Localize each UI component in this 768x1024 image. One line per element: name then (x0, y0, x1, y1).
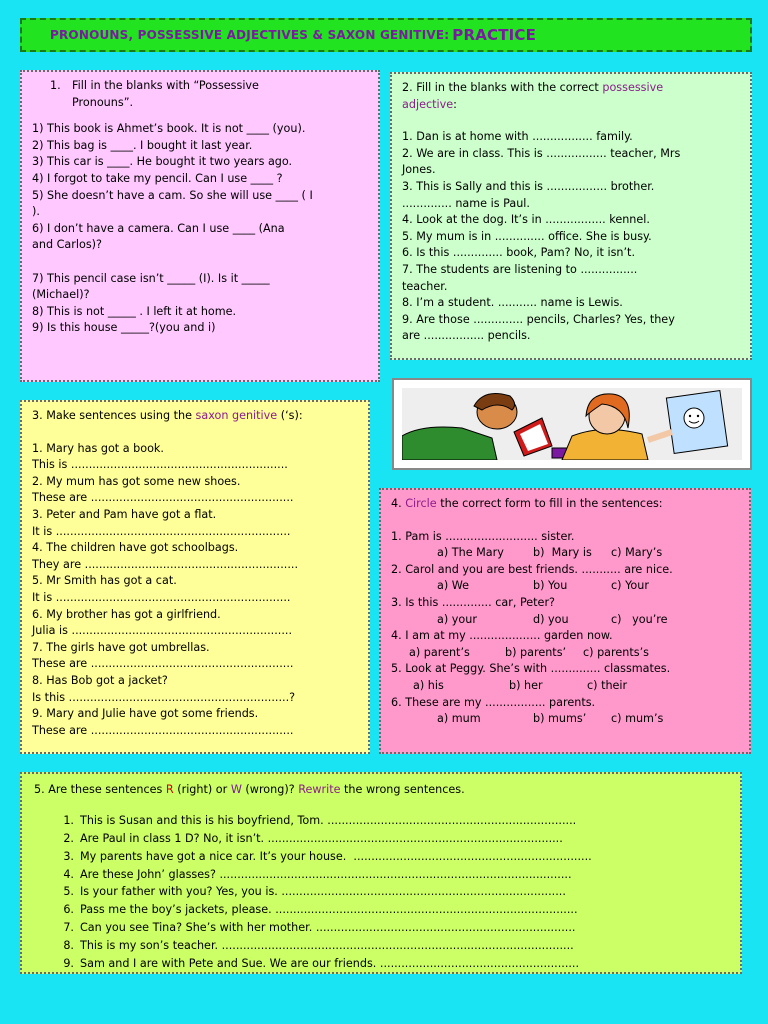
exercise-1-line: 3) This car is ____. He bought it two years ago. (32, 155, 293, 169)
exercise-3-line: These are ......................................................... (32, 723, 294, 737)
exercise-5-item (32, 830, 730, 848)
exercise-4-option[interactable]: c) their (587, 678, 628, 692)
exercise-1-heading: 1. Fill in the blanks with “Possessive Pronouns”. (50, 79, 259, 109)
exercise-4-question: 2. Carol and you are best friends. ........... are nice. (391, 562, 673, 576)
exercise-5-heading: 5. Are these sentences R (right) or W (wrong)? Rewrite the wrong sentences. (34, 783, 465, 796)
exercise-1-line: 8) This is not _____ . I left it at home. (32, 304, 237, 318)
exercise-1-line: 9) Is this house _____?(you and i) (32, 321, 216, 335)
page-title (20, 18, 752, 52)
exercise-5-sentence: My parents have got a nice car. It’s your house. ................................................................... (80, 849, 592, 863)
title-practice: PRACTICE (452, 26, 537, 44)
exercise-4-options (391, 711, 739, 728)
exercise-4-option[interactable]: a) your (437, 612, 477, 626)
exercise-2-panel (390, 72, 752, 360)
exercise-4-options (391, 578, 739, 595)
exercise-1-lines (32, 121, 368, 337)
exercise-3-line: Julia is .............................................................. (32, 624, 292, 638)
exercise-4-option[interactable]: a) his (413, 678, 444, 692)
clipart-frame (392, 378, 752, 470)
exercise-2-line: .............. name is Paul. (402, 196, 530, 210)
exercise-3-line: 6. My brother has got a girlfriend. (32, 607, 221, 621)
exercise-3-line: 1. Mary has got a book. (32, 441, 164, 455)
exercise-4-options (391, 678, 739, 695)
exercise-4-option[interactable]: c) mum’s (611, 712, 664, 726)
exercise-2-line: teacher. (402, 279, 448, 293)
exercise-5-number: 6. (63, 903, 74, 917)
exercise-4-option[interactable]: c) Your (611, 579, 649, 593)
exercise-5-panel (20, 772, 742, 974)
exercise-3-line: This is ............................................................. (32, 458, 288, 472)
exercise-5-number: 1. (63, 814, 74, 828)
exercise-1-line: and Carlos)? (32, 238, 102, 252)
exercise-3-line: Is this ..............................................................? (32, 690, 296, 704)
exercise-5-sentence: This is my son’s teacher. ................................................................................................... (80, 938, 574, 952)
exercise-5-number: 4. (63, 867, 74, 881)
exercise-2-line: 1. Dan is at home with ................. family. (402, 130, 633, 144)
exercise-4-options (391, 612, 739, 629)
exercise-3-line: 4. The children have got schoolbags. (32, 541, 239, 555)
exercise-5-sentence: This is Susan and this is his boyfriend, Tom. ...................................................................... (80, 814, 577, 828)
exercise-5-item (32, 937, 730, 955)
exercise-4-options (391, 545, 739, 562)
exercise-4-question: 6. These are my ................. parents. (391, 695, 596, 709)
exercise-4-option[interactable]: c) Mary’s (611, 546, 663, 560)
exercise-3-line: It is .................................................................. (32, 524, 291, 538)
exercise-4-heading: 4. Circle the correct form to fill in the sentences: (391, 497, 663, 510)
exercise-1-line (32, 254, 368, 271)
exercise-5-sentence: Are Paul in class 1 D? No, it isn’t. ................................................................................... (80, 831, 563, 845)
exercise-3-line: 3. Peter and Pam have got a flat. (32, 507, 217, 521)
exercise-4-option[interactable]: b) her (509, 678, 543, 692)
exercise-5-item (32, 902, 730, 920)
exercise-5-number: 9. (63, 956, 74, 970)
exercise-5-items (32, 813, 730, 973)
exercise-2-line: 8. I’m a student. ........... name is Lewis. (402, 296, 623, 310)
exercise-4-question: 1. Pam is .......................... sister. (391, 529, 575, 543)
exercise-4-option[interactable]: a) mum (437, 712, 481, 726)
exercise-3-line: 2. My mum has got some new shoes. (32, 474, 241, 488)
kids-reading-illustration (402, 388, 742, 460)
exercise-4-option[interactable]: c) parents’s (583, 645, 649, 659)
exercise-4-options (391, 645, 739, 662)
exercise-1-line: 4) I forgot to take my pencil. Can I use ____ ? (32, 171, 283, 185)
exercise-3-line: 8. Has Bob got a jacket? (32, 673, 168, 687)
exercise-4-items (391, 529, 739, 728)
exercise-5-sentence: Sam and I are with Pete and Sue. We are our friends. ........................................................ (80, 956, 580, 970)
exercise-2-lines (402, 129, 740, 345)
exercise-1-line: ). (32, 205, 40, 219)
exercise-5-item (32, 884, 730, 902)
exercise-4-option[interactable]: a) The Mary (437, 546, 504, 560)
clipart-kids-reading (402, 388, 742, 460)
exercise-5-sentence: Are these John’ glasses? ................................................................................................... (80, 867, 572, 881)
exercise-4-option[interactable]: d) you (533, 612, 569, 626)
exercise-1-line: 6) I don’t have a camera. Can I use ____ (Ana (32, 221, 285, 235)
exercise-4-option[interactable]: a) We (437, 579, 470, 593)
exercise-2-heading: 2. Fill in the blanks with the correct possessive adjective: (402, 81, 664, 111)
exercise-2-line: 5. My mum is in .............. office. She is busy. (402, 229, 652, 243)
exercise-3-panel (20, 400, 370, 754)
exercise-3-line: They are ............................................................ (32, 557, 299, 571)
exercise-2-line: 3. This is Sally and this is ................. brother. (402, 179, 655, 193)
exercise-4-question: 4. I am at my .................... garden now. (391, 629, 613, 643)
exercise-5-sentence: Can you see Tina? She’s with her mother. ......................................................................... (80, 920, 576, 934)
exercise-5-number: 5. (63, 885, 74, 899)
exercise-1-line: 1) This book is Ahmet’s book. It is not ____ (you). (32, 122, 306, 136)
exercise-3-lines (32, 441, 358, 740)
exercise-4-option[interactable]: c) you’re (611, 612, 668, 626)
exercise-5-item (32, 848, 730, 866)
exercise-1-line: 7) This pencil case isn’t _____ (I). Is it _____ (32, 271, 270, 285)
exercise-5-number: 7. (63, 920, 74, 934)
exercise-2-line: 6. Is this .............. book, Pam? No, it isn’t. (402, 246, 636, 260)
exercise-3-line: 5. Mr Smith has got a cat. (32, 574, 177, 588)
exercise-3-line: These are ......................................................... (32, 491, 294, 505)
exercise-3-line: It is .................................................................. (32, 590, 291, 604)
exercise-3-line: These are ......................................................... (32, 657, 294, 671)
exercise-2-line: 2. We are in class. This is ................. teacher, Mrs (402, 146, 681, 160)
exercise-5-number: 2. (63, 831, 74, 845)
exercise-3-heading: 3. Make sentences using the saxon genitive (‘s): (32, 409, 303, 422)
exercise-5-item (32, 866, 730, 884)
exercise-2-line: 4. Look at the dog. It’s in ................. kennel. (402, 213, 650, 227)
exercise-4-question: 3. Is this .............. car, Peter? (391, 595, 555, 609)
exercise-5-number: 8. (63, 938, 74, 952)
exercise-3-line: 9. Mary and Julie have got some friends. (32, 707, 259, 721)
exercise-4-option[interactable]: b) Mary is (533, 546, 592, 560)
exercise-4-option[interactable]: b) mums’ (533, 712, 587, 726)
exercise-4-question: 5. Look at Peggy. She’s with .............. classmates. (391, 662, 671, 676)
exercise-1-panel (20, 70, 380, 382)
exercise-2-line: Jones. (402, 163, 436, 177)
exercise-5-number: 3. (63, 849, 74, 863)
exercise-4-option[interactable]: b) parents’ (505, 645, 567, 659)
exercise-2-line: 9. Are those .............. pencils, Charles? Yes, they (402, 312, 675, 326)
exercise-2-line: are ................. pencils. (402, 329, 531, 343)
exercise-2-line: 7. The students are listening to ................ (402, 262, 638, 276)
exercise-3-line: 7. The girls have got umbrellas. (32, 640, 210, 654)
exercise-5-item (32, 919, 730, 937)
exercise-4-option[interactable]: a) parent’s (409, 645, 470, 659)
exercise-5-item (32, 955, 730, 973)
exercise-1-line: (Michael)? (32, 288, 90, 302)
exercise-4-panel (379, 488, 751, 754)
exercise-1-line: 2) This bag is ____. I bought it last year. (32, 138, 253, 152)
exercise-4-option[interactable]: b) You (533, 579, 568, 593)
exercise-1-line: 5) She doesn’t have a cam. So she will use ____ ( I (32, 188, 313, 202)
title-main: PRONOUNS, POSSESSIVE ADJECTIVES & SAXON GENITIVE: (50, 28, 450, 42)
exercise-5-sentence: Pass me the boy’s jackets, please. ..................................................................................... (80, 903, 578, 917)
exercise-5-sentence: Is your father with you? Yes, you is. ................................................................................ (80, 885, 566, 899)
exercise-5-item (32, 813, 730, 831)
